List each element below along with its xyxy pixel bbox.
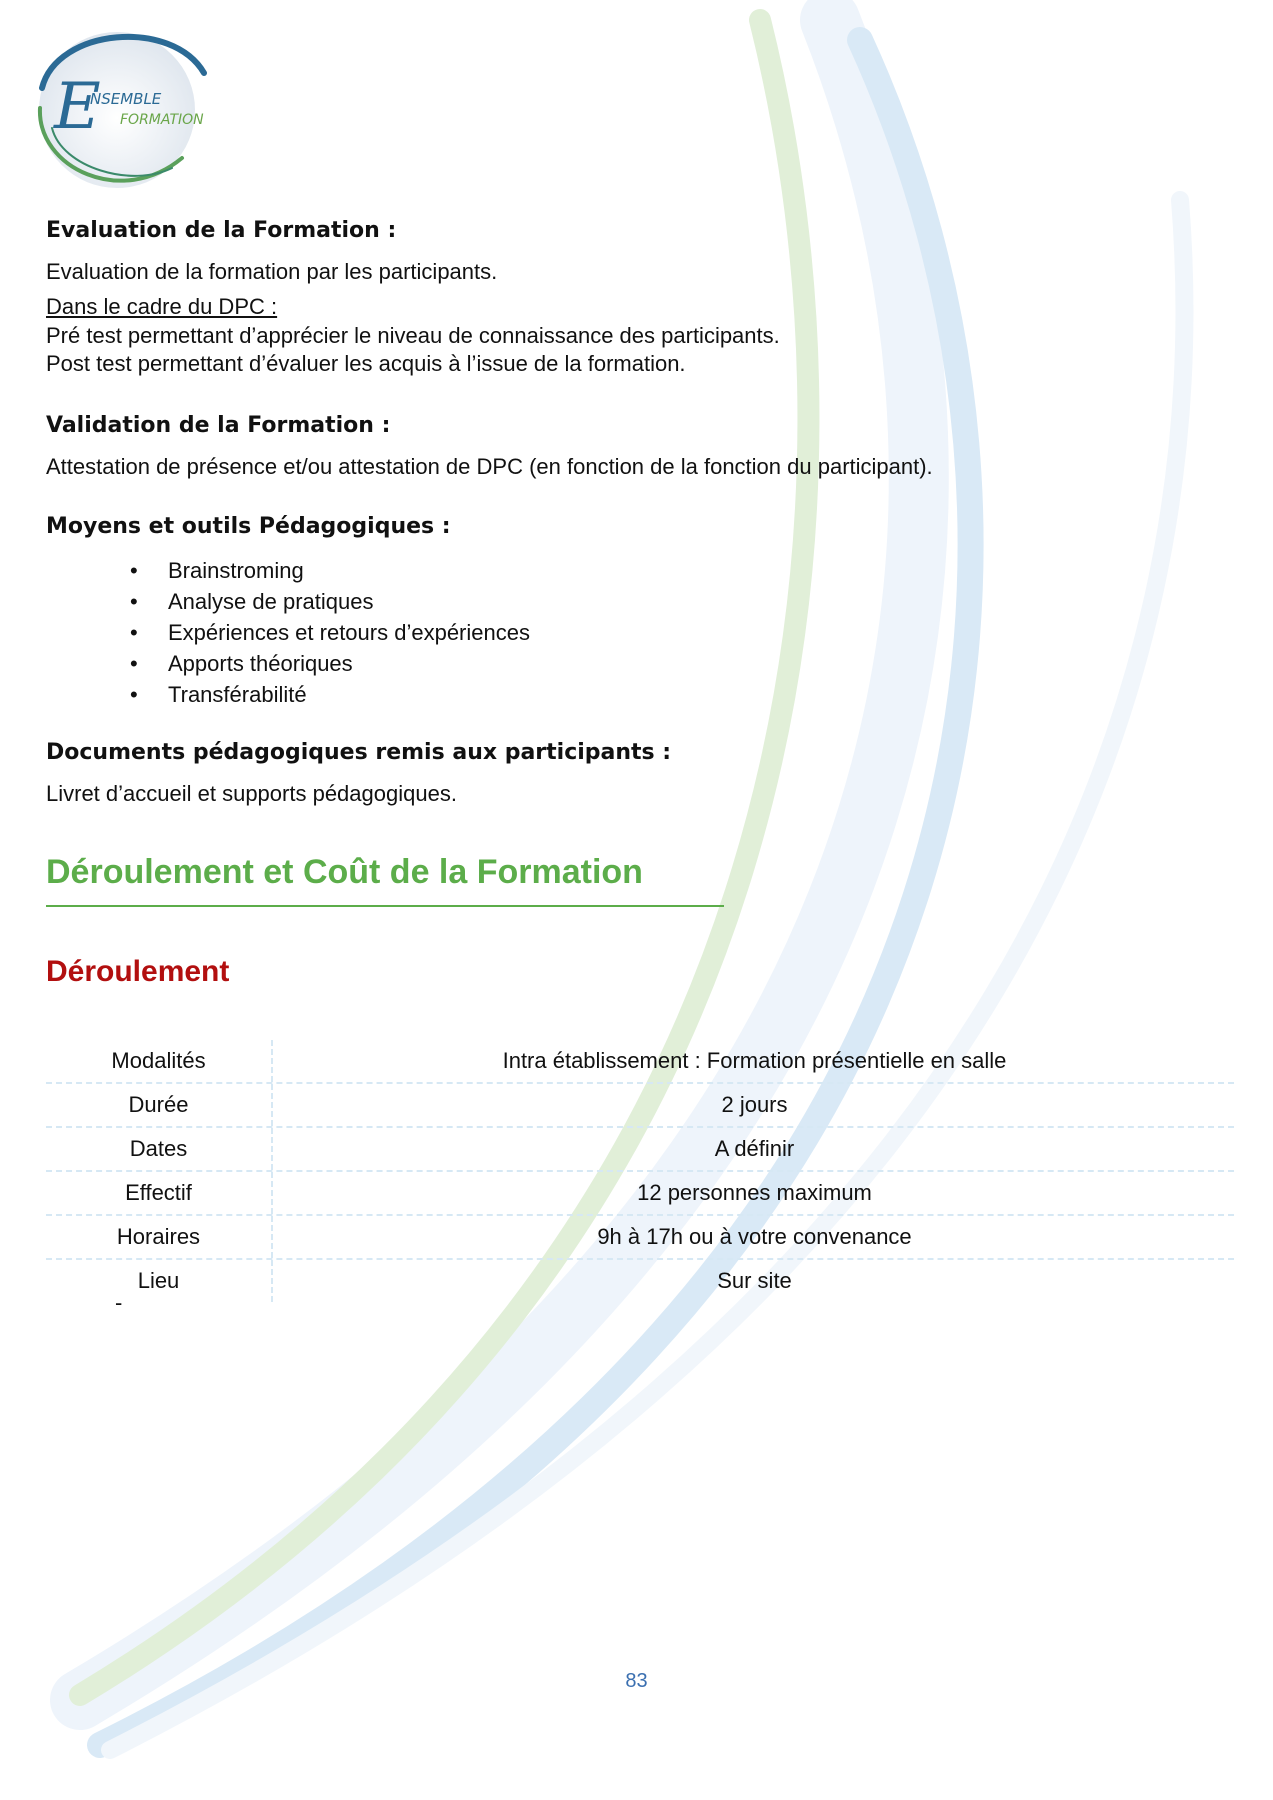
subsection-title: Déroulement xyxy=(46,955,230,988)
row-label: Lieu xyxy=(46,1260,273,1302)
list-item: • Expériences et retours d’expériences xyxy=(130,617,530,648)
list-item: • Analyse de pratiques xyxy=(130,586,530,617)
logo-text-line1: NSEMBLE xyxy=(90,90,162,108)
pre-test-text: Pré test permettant d’apprécier le niveau de connaissance des participants. xyxy=(46,323,780,348)
moyens-list xyxy=(130,555,530,710)
list-item: • Brainstroming xyxy=(130,555,530,586)
table-row xyxy=(46,1084,1234,1128)
row-label: Horaires xyxy=(46,1216,273,1258)
row-label: Modalités xyxy=(46,1040,273,1082)
page-number: 83 xyxy=(625,1670,648,1692)
section-title: Déroulement et Coût de la Formation xyxy=(46,853,643,891)
deroulement-table xyxy=(46,1040,1234,1302)
logo-text-line2: FORMATION xyxy=(120,112,204,128)
documents-heading: Documents pédagogiques remis aux participants : xyxy=(46,740,672,765)
moyens-heading: Moyens et outils Pédagogiques : xyxy=(46,514,451,539)
trailing-dash: - xyxy=(115,1290,123,1315)
section-title-rule xyxy=(46,905,724,907)
table-row xyxy=(46,1260,1234,1302)
row-value: Intra établissement : Formation présentielle en salle xyxy=(502,1048,1007,1073)
table-row xyxy=(46,1172,1234,1216)
list-item: • Transférabilité xyxy=(130,679,530,710)
row-value: A définir xyxy=(714,1136,795,1161)
table-row xyxy=(46,1040,1234,1084)
logo-initial: E xyxy=(54,70,101,144)
documents-text: Livret d’accueil et supports pédagogiques. xyxy=(46,781,457,806)
table-row xyxy=(46,1128,1234,1172)
row-value: Sur site xyxy=(717,1268,792,1293)
table-row xyxy=(46,1216,1234,1260)
list-item: • Apports théoriques xyxy=(130,648,530,679)
ensemble-formation-logo xyxy=(22,18,227,193)
row-value: 12 personnes maximum xyxy=(637,1180,872,1205)
dpc-label: Dans le cadre du DPC : xyxy=(46,294,278,319)
evaluation-heading: Evaluation de la Formation : xyxy=(46,218,397,243)
row-value: 9h à 17h ou à votre convenance xyxy=(597,1224,912,1249)
validation-heading: Validation de la Formation : xyxy=(46,413,391,438)
row-label: Effectif xyxy=(46,1172,273,1214)
validation-text: Attestation de présence et/ou attestation de DPC (en fonction de la fonction du participant). xyxy=(46,454,933,479)
row-label: Dates xyxy=(46,1128,273,1170)
row-value: 2 jours xyxy=(721,1092,788,1117)
row-label: Durée xyxy=(46,1084,273,1126)
post-test-text: Post test permettant d’évaluer les acquis à l’issue de la formation. xyxy=(46,351,686,376)
evaluation-text: Evaluation de la formation par les participants. xyxy=(46,259,498,284)
